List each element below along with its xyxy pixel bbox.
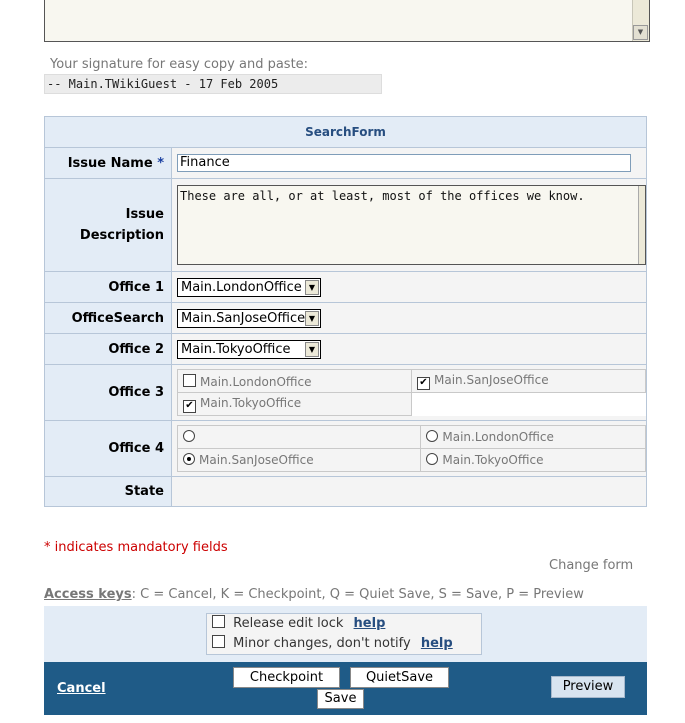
- radio-unselected-icon[interactable]: [183, 430, 195, 442]
- minor-changes-option: [207, 634, 481, 654]
- office3-label: Office 3: [45, 365, 172, 421]
- release-lock-option: [207, 614, 481, 634]
- signature-box: -- Main.TWikiGuest - 17 Feb 2005: [44, 74, 382, 94]
- text-editor-textarea[interactable]: [44, 0, 650, 42]
- save-button[interactable]: Save: [317, 689, 364, 709]
- quiet-save-button[interactable]: QuietSave: [350, 667, 449, 688]
- chevron-down-icon[interactable]: ▼: [305, 311, 319, 326]
- state-label: State: [45, 477, 172, 507]
- checkbox-unchecked-icon[interactable]: [183, 374, 196, 387]
- cancel-link[interactable]: Cancel: [57, 681, 106, 696]
- access-keys-label: Access keys: [44, 587, 132, 602]
- office4-label: Office 4: [45, 421, 172, 477]
- release-lock-help-link[interactable]: help: [353, 616, 386, 631]
- office3-option[interactable]: Main.LondonOffice: [178, 370, 412, 393]
- radio-unselected-icon[interactable]: [426, 430, 438, 442]
- office3-option[interactable]: ✔ Main.TokyoOffice: [178, 393, 412, 416]
- minor-changes-checkbox[interactable]: [212, 635, 225, 648]
- mandatory-note: * indicates mandatory fields: [44, 540, 228, 555]
- description-scrollbar[interactable]: [638, 186, 645, 264]
- checkpoint-button[interactable]: Checkpoint: [233, 667, 340, 688]
- chevron-down-icon[interactable]: ▼: [305, 280, 319, 295]
- release-lock-checkbox[interactable]: [212, 615, 225, 628]
- office-search-select[interactable]: Main.SanJoseOffice ▼: [177, 309, 321, 328]
- issue-name-label: Issue Name *: [45, 148, 172, 179]
- issue-description-textarea[interactable]: These are all, or at least, most of the offices we know.: [177, 185, 646, 265]
- office1-select[interactable]: Main.LondonOffice ▼: [177, 278, 321, 297]
- office2-label: Office 2: [45, 334, 172, 365]
- access-keys-info: Access keys: C = Cancel, K = Checkpoint, Q = Quiet Save, S = Save, P = Preview: [44, 587, 584, 602]
- issue-description-label: Issue Description: [45, 179, 172, 272]
- issue-name-input[interactable]: Finance: [177, 154, 631, 172]
- release-lock-label: Release edit lock: [233, 616, 344, 631]
- form-title: SearchForm: [45, 117, 647, 148]
- chevron-down-icon[interactable]: ▼: [305, 342, 319, 357]
- minor-changes-help-link[interactable]: help: [420, 636, 453, 651]
- textarea-scrollbar[interactable]: [632, 0, 649, 41]
- search-form-table: [44, 116, 647, 507]
- office4-option[interactable]: Main.SanJoseOffice: [178, 449, 421, 472]
- office1-label: Office 1: [45, 272, 172, 303]
- minor-changes-label: Minor changes, don't notify: [233, 636, 411, 651]
- edit-options-box: [206, 613, 482, 655]
- checkbox-checked-icon[interactable]: ✔: [183, 400, 196, 413]
- radio-unselected-icon[interactable]: [426, 453, 438, 465]
- required-mark: *: [157, 155, 164, 171]
- office4-radio-grid: [177, 425, 646, 472]
- signature-label: Your signature for easy copy and paste:: [50, 57, 309, 72]
- office3-option[interactable]: ✔ Main.SanJoseOffice: [412, 370, 646, 393]
- change-form-link[interactable]: Change form: [549, 558, 634, 573]
- office3-checkbox-grid: [177, 369, 646, 416]
- scroll-down-arrow-icon[interactable]: ▼: [633, 25, 648, 40]
- office4-option[interactable]: Main.TokyoOffice: [421, 449, 646, 472]
- office4-option[interactable]: [178, 426, 421, 449]
- office2-select[interactable]: Main.TokyoOffice ▼: [177, 340, 321, 359]
- checkbox-checked-icon[interactable]: ✔: [417, 377, 430, 390]
- state-value: [172, 477, 647, 507]
- office-search-label: OfficeSearch: [45, 303, 172, 334]
- radio-selected-icon[interactable]: [183, 453, 195, 465]
- office4-option[interactable]: Main.LondonOffice: [421, 426, 646, 449]
- preview-button[interactable]: Preview: [551, 676, 625, 698]
